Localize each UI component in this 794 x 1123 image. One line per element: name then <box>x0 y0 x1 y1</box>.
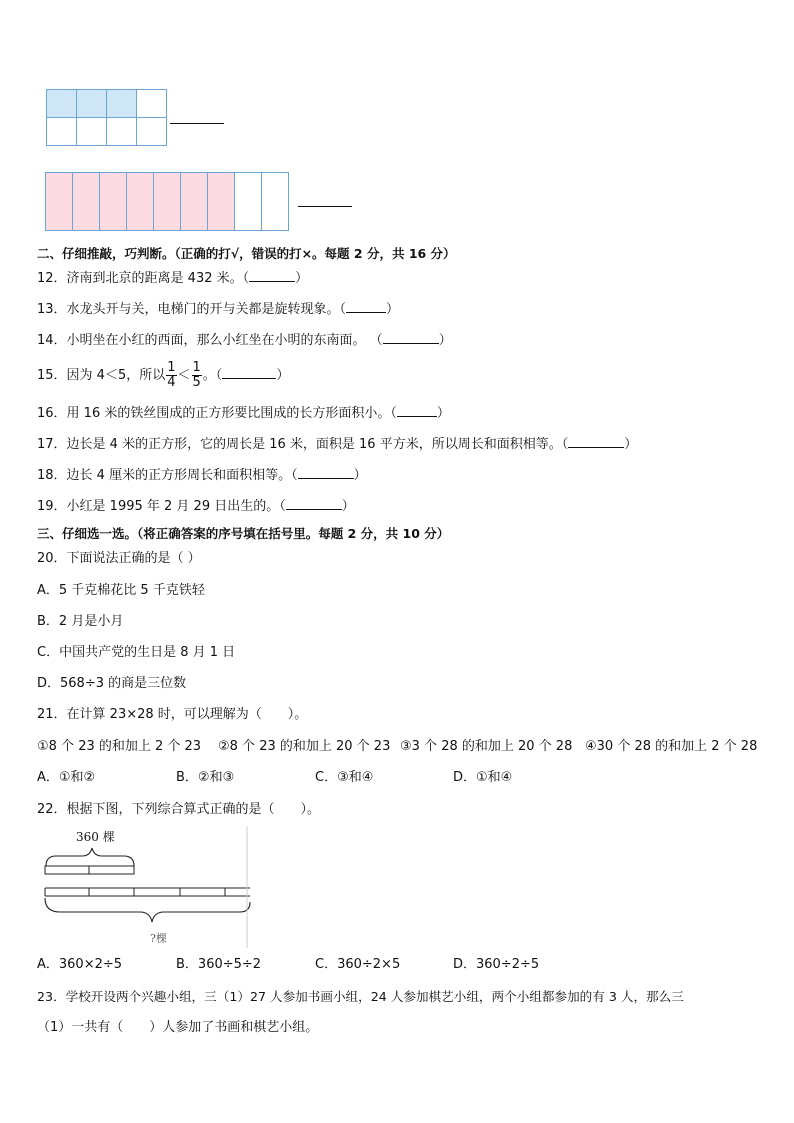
question-17 <box>37 437 637 453</box>
strip-cell-shaded <box>100 173 127 231</box>
question-18 <box>37 468 367 484</box>
option-c[interactable]: C．③和④ <box>315 770 374 785</box>
strip-cell-shaded <box>127 173 154 231</box>
option-c[interactable]: C．中国共产党的生日是 8 月 1 日 <box>37 645 236 660</box>
question-22: 22．根据下图，下列综合算式正确的是（ ）。 <box>37 802 321 817</box>
strip-cell <box>235 173 262 231</box>
paren-close: ） <box>341 499 355 514</box>
strip-cell-shaded <box>208 173 235 231</box>
fraction-denominator: 4 <box>167 375 176 390</box>
paren-close: ） <box>276 368 290 383</box>
answer-blank[interactable] <box>397 406 437 417</box>
strip-cell-shaded <box>154 173 181 231</box>
section3-title: 三、仔细选一选。（将正确答案的序号填在括号里。每题 2 分，共 10 分） <box>37 526 450 541</box>
question-text: 19．小红是 1995 年 2 月 29 日出生的。（ <box>37 499 286 514</box>
fraction-denominator: 5 <box>192 375 201 390</box>
option-b[interactable]: B．360÷5÷2 <box>176 957 262 972</box>
grid-cell <box>47 118 77 146</box>
top-label: 360 棵 <box>76 830 115 844</box>
grid-cell <box>107 118 137 146</box>
paren-close: ） <box>353 468 367 483</box>
question-21: 21．在计算 23×28 时，可以理解为（ ）。 <box>37 707 308 722</box>
bottom-brace <box>45 898 250 922</box>
paren-close: ） <box>438 333 452 348</box>
grid-cell <box>77 118 107 146</box>
top-brace <box>46 848 134 866</box>
statement-1: ①8 个 23 的和加上 2 个 23 <box>37 739 202 754</box>
fraction-one-fifth <box>192 361 202 390</box>
paren-close: ） <box>624 437 638 452</box>
answer-blank-1[interactable] <box>170 123 224 124</box>
strip-cell <box>262 173 289 231</box>
question-19 <box>37 499 355 515</box>
question-13 <box>37 302 399 318</box>
line-segment-diagram <box>40 826 252 948</box>
option-d[interactable]: D．360÷2÷5 <box>453 957 540 972</box>
question-text: 14．小明坐在小红的西面，那么小红坐在小明的东南面。 （ <box>37 333 383 348</box>
fraction-numerator: 1 <box>167 360 176 375</box>
section2-title: 二、仔细推敲，巧判断。（正确的打√，错误的打×。每题 2 分，共 16 分） <box>37 246 456 261</box>
question-text-end: 。（ <box>202 368 223 383</box>
strip-cell-shaded <box>46 173 73 231</box>
question-text: 18．边长 4 厘米的正方形周长和面积相等。（ <box>37 468 298 483</box>
statement-2: ②8 个 23 的和加上 20 个 23 <box>218 739 391 754</box>
question-16 <box>37 406 450 422</box>
option-a[interactable]: A．360×2÷5 <box>37 957 123 972</box>
option-b[interactable]: B．②和③ <box>176 770 235 785</box>
statement-3: ③3 个 28 的和加上 20 个 28 <box>400 739 573 754</box>
option-a[interactable]: A．5 千克棉花比 5 千克铁轻 <box>37 583 205 598</box>
statement-4: ④30 个 28 的和加上 2 个 28 <box>585 739 758 754</box>
grid-cell-shaded <box>47 90 77 118</box>
question-23-line1: 23．学校开设两个兴趣小组，三（1）27 人参加书画小组，24 人参加棋艺小组，两个小组都参加的有 3 人，那么三 <box>37 989 684 1004</box>
question-20: 20．下面说法正确的是（ ） <box>37 551 201 566</box>
fraction-numerator: 1 <box>192 360 201 375</box>
paren-close: ） <box>386 302 400 317</box>
answer-blank[interactable] <box>383 333 439 344</box>
question-23-line2: （1）一共有（ ）人参加了书画和棋艺小组。 <box>37 1020 319 1035</box>
option-d[interactable]: D．568÷3 的商是三位数 <box>37 676 187 691</box>
question-14 <box>37 333 452 349</box>
grid-cell-shaded <box>107 90 137 118</box>
question-text: 13．水龙头开与关，电梯门的开与关都是旋转现象。（ <box>37 302 347 317</box>
option-d[interactable]: D．①和④ <box>453 770 513 785</box>
grid-cell <box>137 90 167 118</box>
fraction-grid-small <box>46 89 167 146</box>
less-than-sign: ＜ <box>177 368 191 383</box>
grid-cell-shaded <box>77 90 107 118</box>
question-text: 16．用 16 米的铁丝围成的正方形要比围成的长方形面积小。（ <box>37 406 397 421</box>
answer-blank[interactable] <box>346 302 386 313</box>
option-c[interactable]: C．360÷2×5 <box>315 957 401 972</box>
question-12 <box>37 271 308 287</box>
strip-cell-shaded <box>181 173 208 231</box>
answer-blank[interactable] <box>249 271 295 282</box>
segment-diagram-svg <box>40 826 252 948</box>
answer-blank[interactable] <box>298 468 354 479</box>
paren-close: ） <box>436 406 450 421</box>
question-text: 15．因为 4＜5，所以 <box>37 368 166 383</box>
answer-blank-2[interactable] <box>298 206 352 207</box>
answer-blank[interactable] <box>222 368 276 379</box>
fraction-one-fourth <box>166 361 176 390</box>
question-15 <box>37 358 289 394</box>
question-text: 12．济南到北京的距离是 432 米。（ <box>37 271 250 286</box>
paren-close: ） <box>295 271 309 286</box>
option-a[interactable]: A．①和② <box>37 770 96 785</box>
answer-blank[interactable] <box>568 437 624 448</box>
fraction-strip <box>45 172 289 231</box>
strip-cell-shaded <box>73 173 100 231</box>
question-text: 17．边长是 4 米的正方形，它的周长是 16 米，面积是 16 平方米，所以周长和面积相等。（ <box>37 437 569 452</box>
option-b[interactable]: B．2 月是小月 <box>37 614 124 629</box>
grid-cell <box>137 118 167 146</box>
bottom-label: ?棵 <box>150 932 167 945</box>
answer-blank[interactable] <box>286 499 342 510</box>
